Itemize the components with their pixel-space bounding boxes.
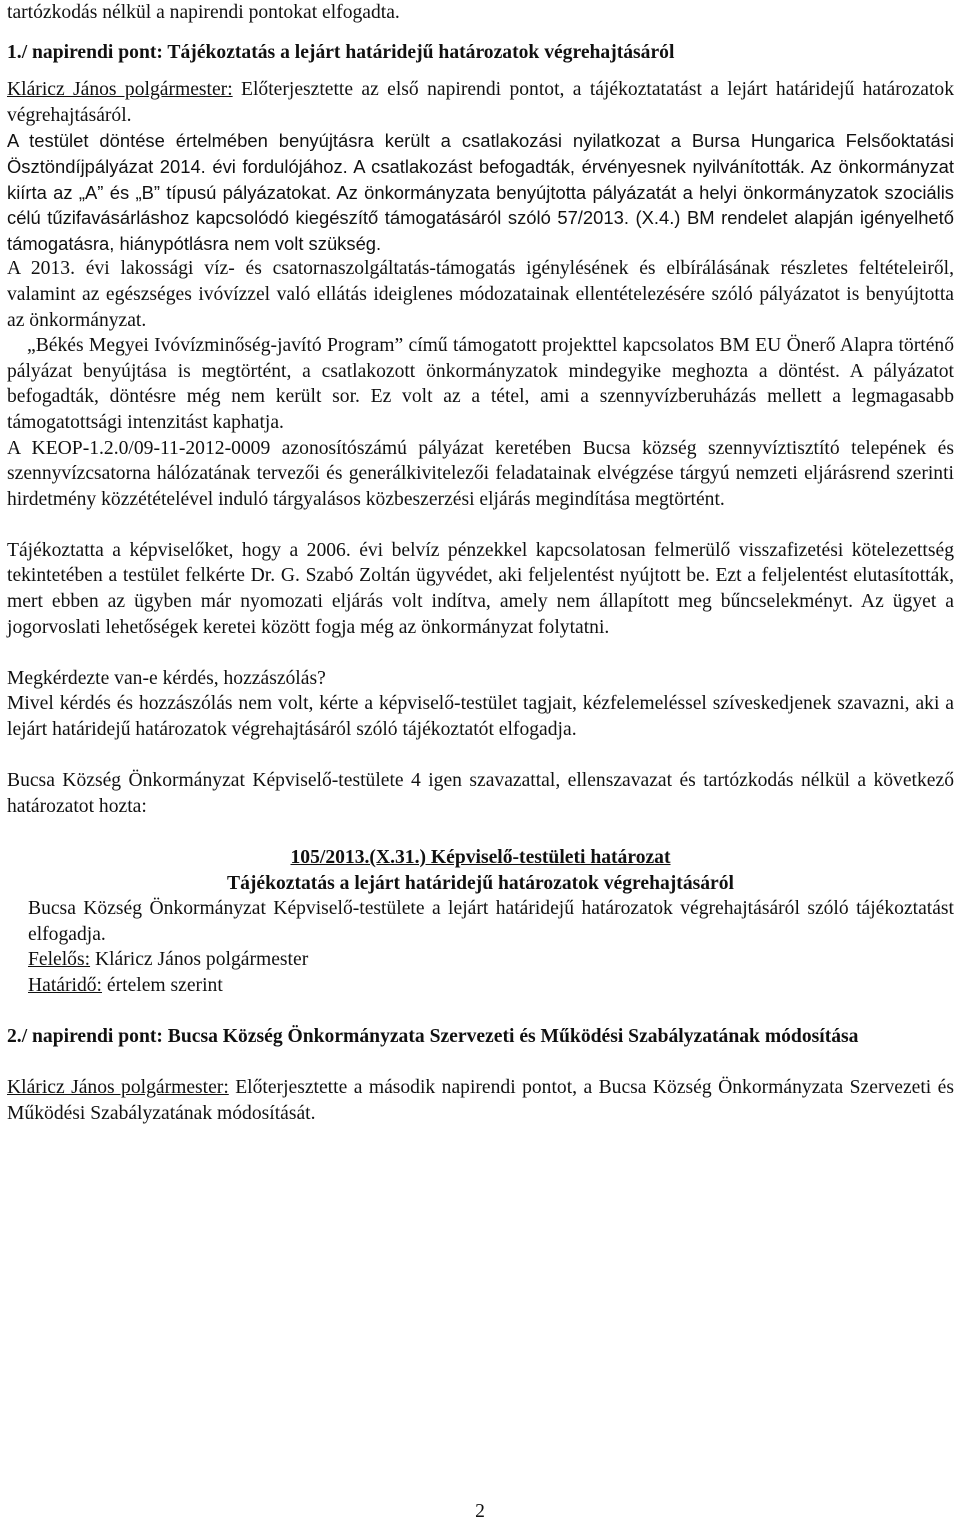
item1-keop-paragraph: A KEOP-1.2.0/09-11-2012-0009 azonosítószámú pályázat keretében Bucsa község szennyvíztisztító telepének és szennyvízcsatorna hálózatának tervezői és generálkivitelezői feladatainak elvégzése tárgyú nemzeti eljárásrend szerinti hirdetmény közzétételével induló tárgyalásos közbeszerzési eljárás megindítása megtörtént. xyxy=(7,437,954,510)
item1-vote-call: Mivel kérdés és hozzászólás nem volt, kérte a képviselő-testület tagjait, kézfelemeléssel szíveskedjenek szavazni, aki a lejárt határidejű határozatok végrehajtásáról szóló tájékoztatót elfogadja. xyxy=(7,693,954,741)
resolution-title: Tájékoztatás a lejárt határidejű határozatok végrehajtásáról xyxy=(227,872,734,894)
agenda-item-1-heading: 1./ napirendi pont: Tájékoztatás a lejárt határidejű határozatok végrehajtásáról xyxy=(7,41,675,63)
deadline-value: értelem szerint xyxy=(102,974,223,996)
speaker-text: Előterjesztette a második napirendi pontot, a Bucsa Község Önkormányzata Szervezeti és Működési Szabályzatának módosítását. xyxy=(7,1077,955,1124)
agenda-item-2-heading: 2./ napirendi pont: Bucsa Község Önkormányzata Szervezeti és Működési Szabályzatának módosítása xyxy=(7,1026,859,1048)
deadline-label: Határidő: xyxy=(28,974,102,996)
resolution-number: 105/2013.(X.31.) Képviselő-testületi határozat xyxy=(290,847,671,868)
page-number: 2 xyxy=(475,1501,485,1522)
item1-sans-paragraph: A testület döntése értelmében benyújtásra került a csatlakozási nyilatkozat a Bursa Hungarica Felsőoktatási Ösztöndíjpályázat 2014. évi fordulójához. A csatlakozást befogadták, érvényesnek nyilvánították. Az önkormányzat kiírta az „A” és „B” típusú pályázatokat. Az önkormányzata benyújtotta pályázatát a helyi önkormányzatok szociális célú tűzifavásárláshoz kapcsolódó kiegészítő támogatásáról szóló 57/2013. (X.4.) BM rendelet alapján igényelhető támogatásra, hiánypótlásra nem volt szükség. xyxy=(7,130,954,254)
item1-inform-paragraph: Tájékoztatta a képviselőket, hogy a 2006. évi belvíz pénzekkel kapcsolatosan felmerülő visszafizetési kötelezettség tekintetében a testület felkérte Dr. G. Szabó Zoltán ügyvédet, aki feljelentést nyújtott be. Ezt a feljelentést elutasították, mert ebben az ügyben már nyomozati eljárás volt indítva, amely nem állapított meg bűncselekményt. Az ügyet a jogorvoslati lehetőségek keretei között fogja még az önkormányzat folytatni. xyxy=(7,539,954,638)
resolution-block xyxy=(7,845,954,999)
document-page xyxy=(7,0,954,1127)
item1-vote-result: Bucsa Község Önkormányzat Képviselő-testülete 4 igen szavazattal, ellenszavazat és tartózkodás nélkül a következő határozatot hozta: xyxy=(7,770,954,817)
resolution-body: Bucsa Község Önkormányzat Képviselő-testülete a lejárt határidejű határozatok végrehajtásáról szóló tájékoztatást elfogadja. xyxy=(28,898,954,945)
item1-water-paragraph: A 2013. évi lakossági víz- és csatornaszolgáltatás-támogatás igénylésének és elbírálásának részletes feltételeiről, valamint az egészséges ivóvízzel való ellátás ideiglenes módozatainak ellentételezésére szóló pályázatot is benyújtotta az önkormányzat. xyxy=(7,258,954,331)
item1-question: Megkérdezte van-e kérdés, hozzászólás? xyxy=(7,667,326,689)
item1-speaker-paragraph xyxy=(7,77,954,128)
item1-bekes-paragraph: „Békés Megyei Ivóvízminőség-javító Program” című támogatott projekttel kapcsolatos BM EU Önerő Alapra történő pályázat benyújtása is megtörtént, a csatlakozott önkormányzatok mindegyike meghozta a döntést. A pályázatot befogadták, döntésre még nem került sor. Ez volt az a tétel, ami a szennyvízberuházás mellett a legmagasabb támogatottsági intenzitást kaphatja. xyxy=(7,335,954,433)
resolution-responsible xyxy=(7,947,954,973)
speaker-name: Kláricz János polgármester: xyxy=(7,79,233,101)
speaker-text: Előterjesztette az első napirendi pontot, a tájékoztatatást a lejárt határidejű határozatok végrehajtásáról. xyxy=(7,79,954,126)
intro-continuation: tartózkodás nélkül a napirendi pontokat elfogadta. xyxy=(7,2,400,23)
responsible-value: Kláricz János polgármester xyxy=(90,949,309,971)
speaker-name: Kláricz János polgármester: xyxy=(7,1077,229,1099)
item2-speaker-paragraph xyxy=(7,1075,954,1126)
responsible-label: Felelős: xyxy=(28,949,91,971)
resolution-deadline xyxy=(7,973,954,999)
